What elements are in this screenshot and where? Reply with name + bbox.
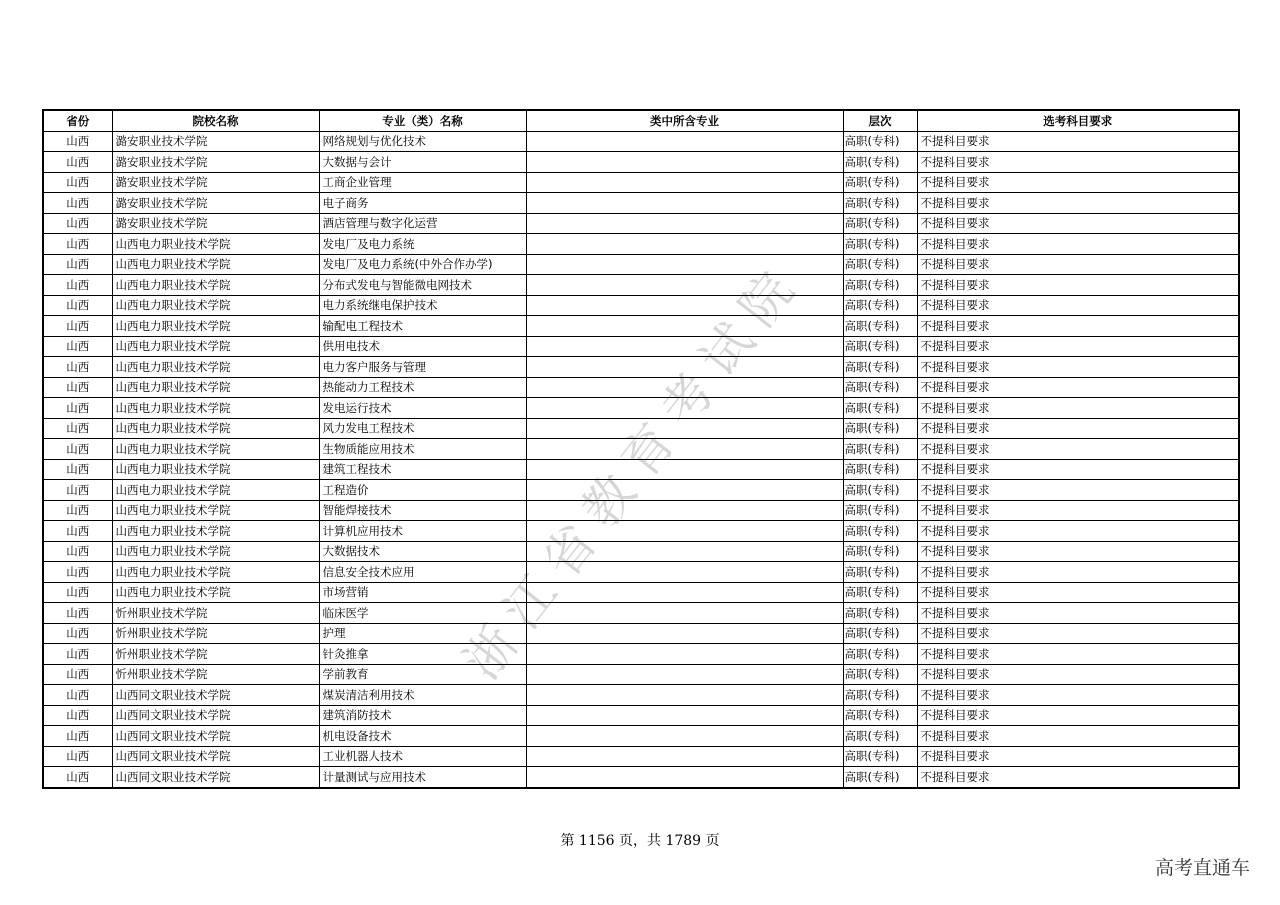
cell-school: 山西电力职业技术学院 xyxy=(112,500,319,521)
cell-subject-requirement: 不提科目要求 xyxy=(917,439,1239,460)
cell-level: 高职(专科) xyxy=(843,705,917,726)
table-row xyxy=(43,131,1239,152)
cell-province: 山西 xyxy=(43,316,112,337)
cell-subject-requirement: 不提科目要求 xyxy=(917,623,1239,644)
table-row xyxy=(43,275,1239,296)
cell-subject-requirement: 不提科目要求 xyxy=(917,336,1239,357)
cell-level: 高职(专科) xyxy=(843,418,917,439)
cell-province: 山西 xyxy=(43,480,112,501)
cell-level: 高职(专科) xyxy=(843,562,917,583)
cell-subject-requirement: 不提科目要求 xyxy=(917,377,1239,398)
cell-school: 山西电力职业技术学院 xyxy=(112,418,319,439)
cell-province: 山西 xyxy=(43,664,112,685)
table-row xyxy=(43,193,1239,214)
cell-included-majors xyxy=(526,664,843,685)
cell-included-majors xyxy=(526,316,843,337)
cell-province: 山西 xyxy=(43,213,112,234)
cell-level: 高职(专科) xyxy=(843,644,917,665)
cell-level: 高职(专科) xyxy=(843,398,917,419)
cell-subject-requirement: 不提科目要求 xyxy=(917,459,1239,480)
cell-province: 山西 xyxy=(43,767,112,788)
header-level: 层次 xyxy=(843,110,917,131)
cell-major: 风力发电工程技术 xyxy=(319,418,526,439)
cell-major: 分布式发电与智能微电网技术 xyxy=(319,275,526,296)
cell-level: 高职(专科) xyxy=(843,603,917,624)
cell-included-majors xyxy=(526,562,843,583)
cell-included-majors xyxy=(526,295,843,316)
cell-included-majors xyxy=(526,398,843,419)
cell-province: 山西 xyxy=(43,234,112,255)
cell-major: 发电运行技术 xyxy=(319,398,526,419)
cell-major: 输配电工程技术 xyxy=(319,316,526,337)
cell-major: 工业机器人技术 xyxy=(319,746,526,767)
cell-level: 高职(专科) xyxy=(843,439,917,460)
cell-school: 山西电力职业技术学院 xyxy=(112,336,319,357)
cell-included-majors xyxy=(526,705,843,726)
cell-school: 忻州职业技术学院 xyxy=(112,603,319,624)
cell-school: 山西同文职业技术学院 xyxy=(112,726,319,747)
cell-province: 山西 xyxy=(43,521,112,542)
cell-school: 山西电力职业技术学院 xyxy=(112,234,319,255)
cell-province: 山西 xyxy=(43,193,112,214)
cell-level: 高职(专科) xyxy=(843,685,917,706)
cell-subject-requirement: 不提科目要求 xyxy=(917,234,1239,255)
cell-level: 高职(专科) xyxy=(843,131,917,152)
cell-included-majors xyxy=(526,152,843,173)
cell-subject-requirement: 不提科目要求 xyxy=(917,275,1239,296)
table-row xyxy=(43,172,1239,193)
cell-subject-requirement: 不提科目要求 xyxy=(917,664,1239,685)
brand-logo-text: 高考直通车 xyxy=(1154,857,1250,879)
cell-major: 智能焊接技术 xyxy=(319,500,526,521)
cell-major: 护理 xyxy=(319,623,526,644)
table-row xyxy=(43,254,1239,275)
cell-level: 高职(专科) xyxy=(843,234,917,255)
header-school: 院校名称 xyxy=(112,110,319,131)
cell-level: 高职(专科) xyxy=(843,254,917,275)
cell-province: 山西 xyxy=(43,582,112,603)
cell-province: 山西 xyxy=(43,726,112,747)
cell-province: 山西 xyxy=(43,459,112,480)
cell-province: 山西 xyxy=(43,357,112,378)
cell-major: 生物质能应用技术 xyxy=(319,439,526,460)
cell-subject-requirement: 不提科目要求 xyxy=(917,726,1239,747)
cell-subject-requirement: 不提科目要求 xyxy=(917,582,1239,603)
cell-subject-requirement: 不提科目要求 xyxy=(917,172,1239,193)
table-row xyxy=(43,623,1239,644)
cell-major: 大数据技术 xyxy=(319,541,526,562)
cell-major: 建筑工程技术 xyxy=(319,459,526,480)
cell-province: 山西 xyxy=(43,603,112,624)
cell-school: 山西电力职业技术学院 xyxy=(112,459,319,480)
cell-school: 山西电力职业技术学院 xyxy=(112,377,319,398)
cell-subject-requirement: 不提科目要求 xyxy=(917,152,1239,173)
table-row xyxy=(43,480,1239,501)
cell-school: 山西电力职业技术学院 xyxy=(112,295,319,316)
cell-province: 山西 xyxy=(43,500,112,521)
header-subject-requirement: 选考科目要求 xyxy=(917,110,1239,131)
cell-subject-requirement: 不提科目要求 xyxy=(917,316,1239,337)
cell-province: 山西 xyxy=(43,152,112,173)
cell-school: 潞安职业技术学院 xyxy=(112,193,319,214)
cell-province: 山西 xyxy=(43,398,112,419)
table-row xyxy=(43,336,1239,357)
cell-school: 山西同文职业技术学院 xyxy=(112,746,319,767)
cell-major: 市场营销 xyxy=(319,582,526,603)
header-included-majors: 类中所含专业 xyxy=(526,110,843,131)
cell-major: 发电厂及电力系统 xyxy=(319,234,526,255)
cell-subject-requirement: 不提科目要求 xyxy=(917,480,1239,501)
cell-major: 电子商务 xyxy=(319,193,526,214)
cell-level: 高职(专科) xyxy=(843,152,917,173)
cell-province: 山西 xyxy=(43,705,112,726)
table-row xyxy=(43,357,1239,378)
table-row xyxy=(43,541,1239,562)
cell-included-majors xyxy=(526,644,843,665)
cell-level: 高职(专科) xyxy=(843,377,917,398)
cell-school: 山西电力职业技术学院 xyxy=(112,398,319,419)
cell-school: 山西电力职业技术学院 xyxy=(112,439,319,460)
cell-level: 高职(专科) xyxy=(843,459,917,480)
table-row xyxy=(43,582,1239,603)
table-row xyxy=(43,603,1239,624)
cell-school: 山西电力职业技术学院 xyxy=(112,316,319,337)
table-row xyxy=(43,316,1239,337)
cell-included-majors xyxy=(526,521,843,542)
cell-major: 信息安全技术应用 xyxy=(319,562,526,583)
table-row xyxy=(43,664,1239,685)
cell-included-majors xyxy=(526,213,843,234)
cell-school: 山西电力职业技术学院 xyxy=(112,357,319,378)
cell-level: 高职(专科) xyxy=(843,521,917,542)
cell-level: 高职(专科) xyxy=(843,767,917,788)
cell-level: 高职(专科) xyxy=(843,664,917,685)
cell-province: 山西 xyxy=(43,746,112,767)
cell-province: 山西 xyxy=(43,275,112,296)
cell-major: 工商企业管理 xyxy=(319,172,526,193)
cell-included-majors xyxy=(526,172,843,193)
table-row xyxy=(43,418,1239,439)
page-footer: 第 1156 页，共 1789 页 xyxy=(560,833,720,849)
cell-included-majors xyxy=(526,685,843,706)
table-row xyxy=(43,726,1239,747)
cell-province: 山西 xyxy=(43,623,112,644)
cell-subject-requirement: 不提科目要求 xyxy=(917,705,1239,726)
cell-province: 山西 xyxy=(43,336,112,357)
table-body xyxy=(43,131,1239,788)
cell-school: 潞安职业技术学院 xyxy=(112,172,319,193)
cell-level: 高职(专科) xyxy=(843,623,917,644)
cell-school: 山西同文职业技术学院 xyxy=(112,685,319,706)
cell-major: 机电设备技术 xyxy=(319,726,526,747)
cell-school: 忻州职业技术学院 xyxy=(112,644,319,665)
cell-subject-requirement: 不提科目要求 xyxy=(917,193,1239,214)
cell-school: 忻州职业技术学院 xyxy=(112,664,319,685)
cell-major: 大数据与会计 xyxy=(319,152,526,173)
header-province: 省份 xyxy=(43,110,112,131)
cell-school: 山西电力职业技术学院 xyxy=(112,254,319,275)
cell-included-majors xyxy=(526,254,843,275)
cell-subject-requirement: 不提科目要求 xyxy=(917,562,1239,583)
cell-school: 山西电力职业技术学院 xyxy=(112,480,319,501)
table-row xyxy=(43,767,1239,788)
cell-province: 山西 xyxy=(43,418,112,439)
table-row xyxy=(43,562,1239,583)
cell-major: 酒店管理与数字化运营 xyxy=(319,213,526,234)
cell-major: 热能动力工程技术 xyxy=(319,377,526,398)
cell-major: 网络规划与优化技术 xyxy=(319,131,526,152)
cell-included-majors xyxy=(526,726,843,747)
cell-included-majors xyxy=(526,480,843,501)
table-row xyxy=(43,705,1239,726)
cell-major: 临床医学 xyxy=(319,603,526,624)
cell-level: 高职(专科) xyxy=(843,275,917,296)
cell-school: 潞安职业技术学院 xyxy=(112,213,319,234)
cell-included-majors xyxy=(526,500,843,521)
cell-included-majors xyxy=(526,746,843,767)
cell-included-majors xyxy=(526,459,843,480)
table-row xyxy=(43,295,1239,316)
cell-school: 山西电力职业技术学院 xyxy=(112,521,319,542)
admission-table xyxy=(42,109,1240,789)
table-row xyxy=(43,439,1239,460)
cell-subject-requirement: 不提科目要求 xyxy=(917,767,1239,788)
cell-major: 工程造价 xyxy=(319,480,526,501)
cell-included-majors xyxy=(526,193,843,214)
table-row xyxy=(43,398,1239,419)
cell-level: 高职(专科) xyxy=(843,726,917,747)
cell-province: 山西 xyxy=(43,377,112,398)
cell-included-majors xyxy=(526,377,843,398)
cell-major: 建筑消防技术 xyxy=(319,705,526,726)
cell-level: 高职(专科) xyxy=(843,480,917,501)
cell-included-majors xyxy=(526,767,843,788)
table-row xyxy=(43,644,1239,665)
cell-subject-requirement: 不提科目要求 xyxy=(917,295,1239,316)
cell-province: 山西 xyxy=(43,644,112,665)
table-row xyxy=(43,377,1239,398)
cell-subject-requirement: 不提科目要求 xyxy=(917,746,1239,767)
cell-subject-requirement: 不提科目要求 xyxy=(917,418,1239,439)
header-row xyxy=(43,110,1239,131)
cell-school: 忻州职业技术学院 xyxy=(112,623,319,644)
cell-school: 山西同文职业技术学院 xyxy=(112,705,319,726)
cell-subject-requirement: 不提科目要求 xyxy=(917,644,1239,665)
cell-subject-requirement: 不提科目要求 xyxy=(917,500,1239,521)
cell-major: 针灸推拿 xyxy=(319,644,526,665)
cell-level: 高职(专科) xyxy=(843,582,917,603)
table-row xyxy=(43,234,1239,255)
cell-included-majors xyxy=(526,275,843,296)
cell-included-majors xyxy=(526,582,843,603)
cell-included-majors xyxy=(526,623,843,644)
cell-province: 山西 xyxy=(43,685,112,706)
table-row xyxy=(43,521,1239,542)
cell-included-majors xyxy=(526,131,843,152)
cell-included-majors xyxy=(526,439,843,460)
cell-included-majors xyxy=(526,357,843,378)
cell-major: 计量测试与应用技术 xyxy=(319,767,526,788)
cell-major: 发电厂及电力系统(中外合作办学) xyxy=(319,254,526,275)
header-major: 专业（类）名称 xyxy=(319,110,526,131)
cell-province: 山西 xyxy=(43,439,112,460)
cell-included-majors xyxy=(526,336,843,357)
cell-included-majors xyxy=(526,234,843,255)
cell-level: 高职(专科) xyxy=(843,541,917,562)
table-row xyxy=(43,459,1239,480)
cell-major: 电力客户服务与管理 xyxy=(319,357,526,378)
cell-subject-requirement: 不提科目要求 xyxy=(917,521,1239,542)
cell-school: 山西同文职业技术学院 xyxy=(112,767,319,788)
cell-school: 潞安职业技术学院 xyxy=(112,152,319,173)
cell-province: 山西 xyxy=(43,295,112,316)
cell-subject-requirement: 不提科目要求 xyxy=(917,213,1239,234)
cell-subject-requirement: 不提科目要求 xyxy=(917,357,1239,378)
cell-school: 山西电力职业技术学院 xyxy=(112,541,319,562)
cell-level: 高职(专科) xyxy=(843,746,917,767)
table-row xyxy=(43,213,1239,234)
cell-level: 高职(专科) xyxy=(843,172,917,193)
cell-school: 潞安职业技术学院 xyxy=(112,131,319,152)
cell-province: 山西 xyxy=(43,254,112,275)
table-row xyxy=(43,152,1239,173)
cell-province: 山西 xyxy=(43,172,112,193)
cell-major: 供用电技术 xyxy=(319,336,526,357)
cell-province: 山西 xyxy=(43,131,112,152)
cell-province: 山西 xyxy=(43,562,112,583)
cell-major: 电力系统继电保护技术 xyxy=(319,295,526,316)
cell-level: 高职(专科) xyxy=(843,357,917,378)
cell-school: 山西电力职业技术学院 xyxy=(112,582,319,603)
cell-subject-requirement: 不提科目要求 xyxy=(917,603,1239,624)
cell-subject-requirement: 不提科目要求 xyxy=(917,541,1239,562)
cell-level: 高职(专科) xyxy=(843,316,917,337)
cell-level: 高职(专科) xyxy=(843,193,917,214)
cell-subject-requirement: 不提科目要求 xyxy=(917,685,1239,706)
table-row xyxy=(43,685,1239,706)
cell-subject-requirement: 不提科目要求 xyxy=(917,254,1239,275)
cell-level: 高职(专科) xyxy=(843,213,917,234)
cell-subject-requirement: 不提科目要求 xyxy=(917,398,1239,419)
table-row xyxy=(43,746,1239,767)
cell-province: 山西 xyxy=(43,541,112,562)
cell-included-majors xyxy=(526,603,843,624)
cell-included-majors xyxy=(526,541,843,562)
table-row xyxy=(43,500,1239,521)
cell-level: 高职(专科) xyxy=(843,336,917,357)
cell-school: 山西电力职业技术学院 xyxy=(112,275,319,296)
cell-major: 煤炭清洁利用技术 xyxy=(319,685,526,706)
cell-major: 学前教育 xyxy=(319,664,526,685)
cell-level: 高职(专科) xyxy=(843,500,917,521)
cell-level: 高职(专科) xyxy=(843,295,917,316)
cell-major: 计算机应用技术 xyxy=(319,521,526,542)
cell-school: 山西电力职业技术学院 xyxy=(112,562,319,583)
cell-included-majors xyxy=(526,418,843,439)
cell-subject-requirement: 不提科目要求 xyxy=(917,131,1239,152)
watermark: 浙江省教育考试院 xyxy=(452,250,814,691)
